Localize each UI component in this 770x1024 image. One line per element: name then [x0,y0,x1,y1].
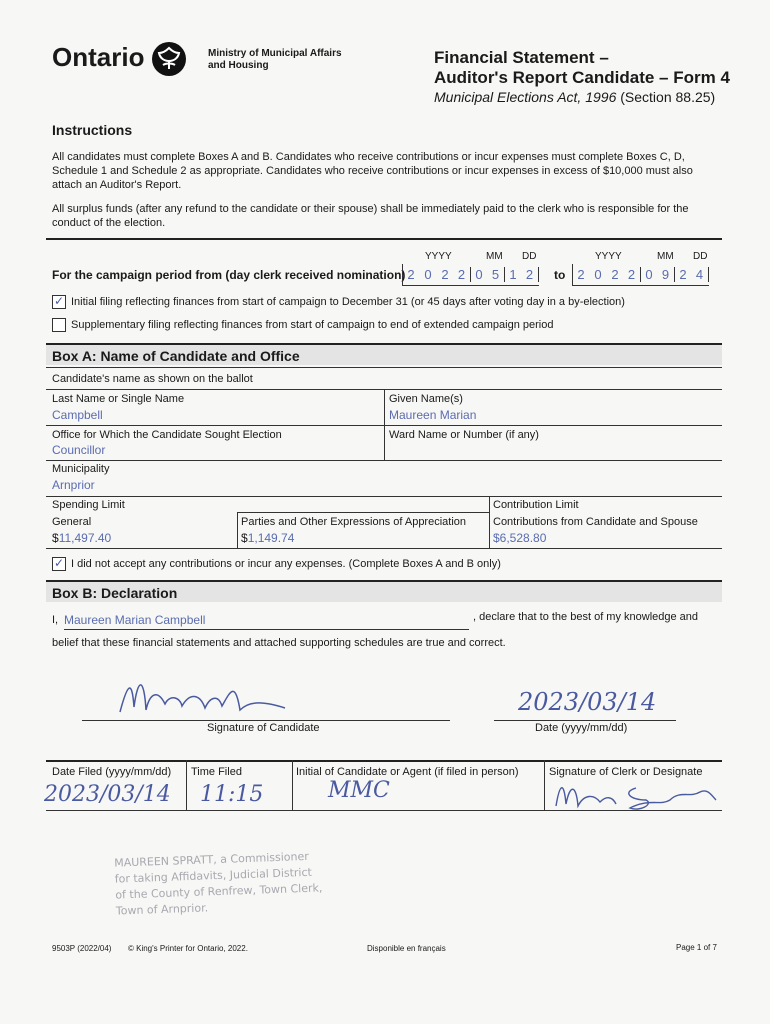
last-name-label: Last Name or Single Name [52,393,185,405]
from-dd-label: DD [522,251,537,262]
office-label: Office for Which the Candidate Sought Election [52,429,282,441]
trillium-icon [152,42,186,76]
general-currency: $ [52,531,59,545]
time-filed-field[interactable]: 11:15 [200,782,264,807]
parties-label: Parties and Other Expressions of Appreciation [241,516,467,528]
french-link[interactable]: Disponible en français [367,944,446,953]
column-divider [186,760,187,810]
contribution-sub-label: Contributions from Candidate and Spouse [493,516,698,528]
declaration-date-field[interactable]: 2023/03/14 [518,688,657,716]
initial-label: Initial of Candidate or Agent (if filed in person) [296,766,519,778]
form-subtitle: Auditor's Report Candidate – Form 4 [434,68,730,87]
box-b-heading: Box B: Declaration [46,580,722,602]
no-contributions-label: I did not accept any contributions or incur any expenses. (Complete Boxes A and B only) [71,558,501,570]
box-a-heading: Box A: Name of Candidate and Office [46,343,722,365]
declaration-belief: belief that these financial statements and attached supporting schedules are true and correct. [52,637,506,649]
stamp-line: Town of Arnprior. [115,901,209,918]
declaration-text: , declare that to the best of my knowledge and [473,611,699,623]
supplementary-filing-label: Supplementary filing reflecting finances from start of campaign to end of extended campaign period [71,319,554,331]
to-date-field[interactable] [572,264,709,286]
declaration-i: I, [52,614,59,626]
act-reference [434,89,715,105]
from-day-digit: 1 [509,267,518,282]
supplementary-filing-checkbox[interactable] [52,318,66,332]
given-name-label: Given Name(s) [389,393,463,405]
rule [237,512,489,513]
instructions-paragraph-1: All candidates must complete Boxes A and B. Candidates who receive contributions or incur expenses must complete Boxes C, D, Schedule 1 and Schedule 2 as appropriate. Candidates who receive contributions or incur expenses in excess of $10,000 must also attach an Auditor's Report. [52,151,693,191]
to-year-digit: 0 [594,267,603,282]
act-section: (Section 88.25) [620,89,716,105]
from-year-digit: 2 [454,267,471,282]
initial-filing-checkbox[interactable]: ✓ [53,294,65,308]
from-date-field[interactable] [402,264,539,286]
initial-field[interactable]: MMC [328,778,390,803]
to-month-digit: 9 [658,267,675,282]
candidate-name-caption: Candidate's name as shown on the ballot [52,373,253,385]
from-year-digit: 2 [407,267,416,282]
to-day-digit: 4 [692,267,709,282]
column-divider [292,760,293,810]
rule [46,460,722,461]
municipality-label: Municipality [52,463,110,475]
office-field[interactable]: Councillor [52,443,106,457]
general-value: 11,497.40 [58,531,112,545]
to-day-digit: 2 [679,267,688,282]
spending-limit-label: Spending Limit [52,499,125,511]
parties-limit-field[interactable] [241,531,294,545]
ministry-name: Ministry of Municipal Affairs and Housing [208,48,342,71]
time-filed-label: Time Filed [191,766,242,778]
campaign-period-label: For the campaign period from (day clerk received nomination) [52,268,406,282]
column-divider [237,512,238,548]
copyright: © King's Printer for Ontario, 2022. [128,944,248,953]
to-month-digit: 0 [645,267,654,282]
from-year-digit: 2 [441,267,450,282]
stamp-line: MAUREEN SPRATT, a Commissioner [113,849,310,870]
from-mm-label: MM [486,251,503,262]
act-name: Municipal Elections Act, 1996 [434,89,617,105]
rule [46,810,722,811]
stamp-line: of the County of Renfrew, Town Clerk, [115,881,323,902]
instructions-paragraph-2: All surplus funds (after any refund to the candidate or their spouse) shall be immediately paid to the clerk who is responsible for the conduct of the election. [52,203,689,229]
column-divider [544,760,545,810]
form-title: Financial Statement – [434,48,609,67]
initial-filing-label: Initial filing reflecting finances from start of campaign to December 31 (or 45 days after voting day in a by-election) [71,296,625,308]
from-month-digit: 5 [488,267,505,282]
parties-value: 1,149.74 [247,531,295,545]
rule [46,548,722,549]
rule [46,425,722,426]
date-line [494,720,676,721]
rule [46,367,722,368]
divider [46,238,722,240]
from-year-digit: 0 [424,267,433,282]
column-divider [489,496,490,548]
date-label: Date (yyyy/mm/dd) [535,722,628,734]
candidate-signature[interactable] [110,672,310,722]
stamp-line: for taking Affidavits, Judicial District [114,865,313,886]
from-day-digit: 2 [522,267,539,282]
general-label: General [52,516,92,528]
to-yyyy-label: YYYY [595,251,622,262]
last-name-field[interactable]: Campbell [52,408,103,422]
to-mm-label: MM [657,251,674,262]
form-code: 9503P (2022/04) [52,944,112,953]
from-yyyy-label: YYYY [425,251,452,262]
contribution-limit-label: Contribution Limit [493,499,579,511]
rule [46,496,722,497]
ontario-logo: Ontario [52,42,145,72]
signature-line [82,720,450,721]
no-contributions-checkbox[interactable]: ✓ [53,556,65,570]
to-year-digit: 2 [611,267,620,282]
clerk-signature-label: Signature of Clerk or Designate [549,766,703,778]
clerk-signature[interactable] [550,778,720,814]
contribution-limit-field[interactable]: $6,528.80 [493,531,547,545]
parties-currency: $ [241,531,248,545]
given-name-field[interactable]: Maureen Marian [389,408,477,422]
instructions-heading: Instructions [52,122,133,138]
page-number: Page 1 of 7 [676,943,717,952]
to-year-digit: 2 [624,267,641,282]
to-dd-label: DD [693,251,708,262]
signature-label: Signature of Candidate [207,722,320,734]
date-filed-field[interactable]: 2023/03/14 [44,782,171,807]
general-limit-field[interactable] [52,531,111,545]
from-month-digit: 0 [475,267,484,282]
ward-label: Ward Name or Number (if any) [389,429,539,441]
to-label: to [554,268,566,282]
municipality-field[interactable]: Arnprior [52,478,95,492]
commissioner-stamp [114,848,323,919]
divider [46,760,722,762]
to-year-digit: 2 [577,267,586,282]
declarant-name-field[interactable]: Maureen Marian Campbell [64,613,469,630]
date-filed-label: Date Filed (yyyy/mm/dd) [52,766,172,778]
